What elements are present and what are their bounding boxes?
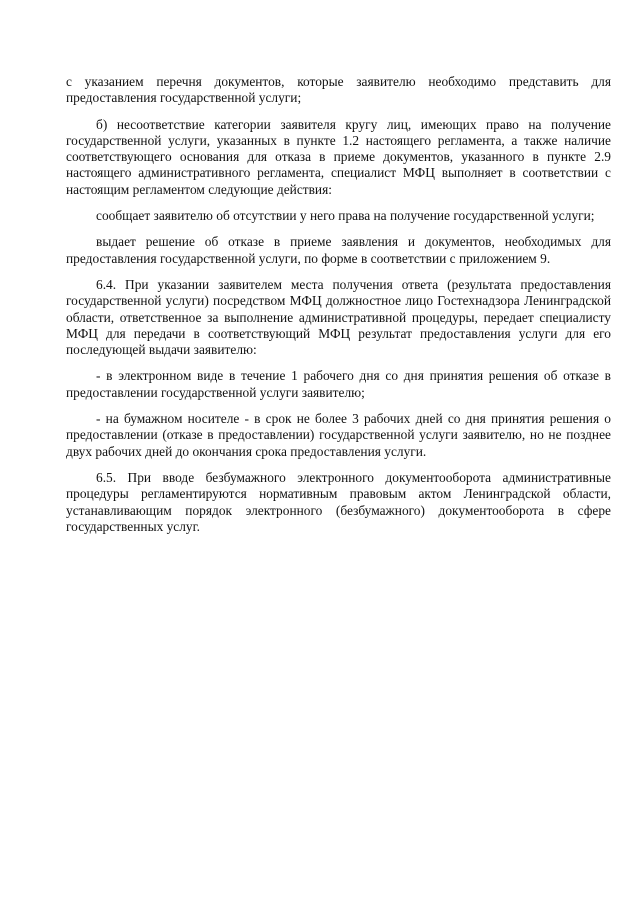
paragraph-6-5: 6.5. При вводе безбумажного электронного документооборота административные процедуры регламентируются нормативным правовым актом Ленинградской области, устанавливающим порядок электронного (безбумажного) документооборота в сфере государственных услуг. [66,469,611,534]
paragraph-b-nonconformity: б) несоответствие категории заявителя кругу лиц, имеющих право на получение государственной услуги, указанных в пункте 1.2 настоящего регламента, а также наличие соответствующего основания для отказа в приеме документов, указанного в пункте 2.9 настоящего административного регламента, специалист МФЦ выполняет в соответствии с настоящим регламентом следующие действия: [66,116,611,197]
paragraph-paper-form: - на бумажном носителе - в срок не более 3 рабочих дней со дня принятия решения о предоставлении (отказе в предоставлении) государственной услуги заявителю, но не позднее двух рабочих дней до окончания срока предоставления услуги. [66,411,611,459]
paragraph-issue-refusal: выдает решение об отказе в приеме заявления и документов, необходимых для предоставления государственной услуги, по форме в соответствии с приложением 9. [66,234,611,266]
paragraph-6-4: 6.4. При указании заявителем места получения ответа (результата предоставления государственной услуги) посредством МФЦ должностное лицо Гостехнадзора Ленинградской области, ответственное за выполнение административной процедуры, передает специалисту МФЦ для передачи в соответствующий МФЦ результат предоставления услуги для его последующей выдачи заявителю: [66,276,611,358]
paragraph-continuation: с указанием перечня документов, которые заявителю необходимо представить для предоставления государственной услуги; [66,74,611,106]
paragraph-inform-applicant: сообщает заявителю об отсутствии у него права на получение государственной услуги; [96,208,595,224]
paragraph-electronic-form: - в электронном виде в течение 1 рабочего дня со дня принятия решения об отказе в предоставлении государственной услуги заявителю; [66,368,611,400]
document-body [66,74,611,545]
